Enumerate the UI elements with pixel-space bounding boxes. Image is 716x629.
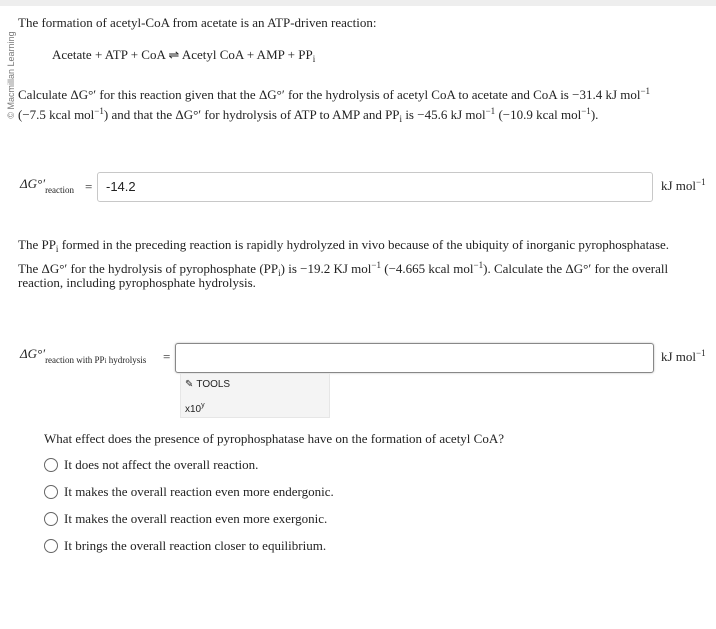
radio-button[interactable] xyxy=(44,512,58,526)
answer1-label: $\Delta G^\circ'_{reaction}$ xyxy=(20,176,75,195)
tools-button[interactable]: ✎ TOOLS xyxy=(185,379,231,390)
part2-line1: The $PP_i$ formed in the preceding reaction is rapidly hydrolyzed in vivo because of the ubiquity of inorganic pyrophosphatase. xyxy=(18,237,670,254)
answer2-equals: = xyxy=(163,349,171,364)
answer1-equals: = xyxy=(85,179,93,194)
option-label: It brings the overall reaction closer to equilibrium. xyxy=(64,538,327,554)
option-label: It does not affect the overall reaction. xyxy=(64,457,259,473)
option-row[interactable] xyxy=(44,456,258,474)
answer2-input[interactable] xyxy=(175,343,654,373)
part2-line3: reaction, including pyrophosphate hydrolysis. xyxy=(18,275,256,290)
reaction-equation: Acetate + ATP + CoA ⇌ Acetyl CoA + AMP + $PP_i$ xyxy=(52,47,316,64)
question1-line1: Calculate ΔG°′ for this reaction given that the ΔG°′ for the hydrolysis of acetyl CoA to acetate and CoA is −31.4 kJ mol$^{-1}$ xyxy=(18,86,651,102)
radio-button[interactable] xyxy=(44,539,58,553)
wrench-icon: ✎ xyxy=(185,379,194,390)
option-label: It makes the overall reaction even more endergonic. xyxy=(64,484,334,500)
part2-line2: The ΔG°′ for the hydrolysis of pyrophosphate $(PP_i)$ is −19.2 KJ mol$^{-1}$ (−4.665 kcal mol$^{-1}$). Calculate the ΔG°′ for the overall xyxy=(18,260,669,278)
top-bar xyxy=(0,0,716,6)
answer1-unit: kJ mol$^{-1}$ xyxy=(661,177,706,193)
option-row[interactable] xyxy=(44,537,326,555)
radio-button[interactable] xyxy=(44,458,58,472)
intro-text: The formation of acetyl-CoA from acetate is an ATP-driven reaction: xyxy=(18,15,377,30)
option-label: It makes the overall reaction even more exergonic. xyxy=(64,511,328,527)
radio-button[interactable] xyxy=(44,485,58,499)
option-row[interactable] xyxy=(44,483,334,501)
question1-line2: (−7.5 kcal mol$^{-1}$) and that the ΔG°′ for hydrolysis of ATP to AMP and $PP_i$ is −45.6 kJ mol$^{-1}$ (−10.9 kcal mol$^{-1}$). xyxy=(18,106,599,124)
x10-button[interactable]: x10$^y$ xyxy=(185,402,205,415)
tools-panel xyxy=(180,373,330,418)
answer1-input[interactable]: -14.2 xyxy=(97,172,653,202)
answer2-unit: kJ mol$^{-1}$ xyxy=(661,348,706,364)
copyright-label: © Macmillan Learning xyxy=(6,31,16,119)
question3-prompt: What effect does the presence of pyrophosphatase have on the formation of acetyl CoA? xyxy=(44,431,505,446)
option-row[interactable] xyxy=(44,510,327,528)
answer2-label: $\Delta G^\circ'_{reaction with PPi hydrolysis}$ xyxy=(20,346,147,365)
